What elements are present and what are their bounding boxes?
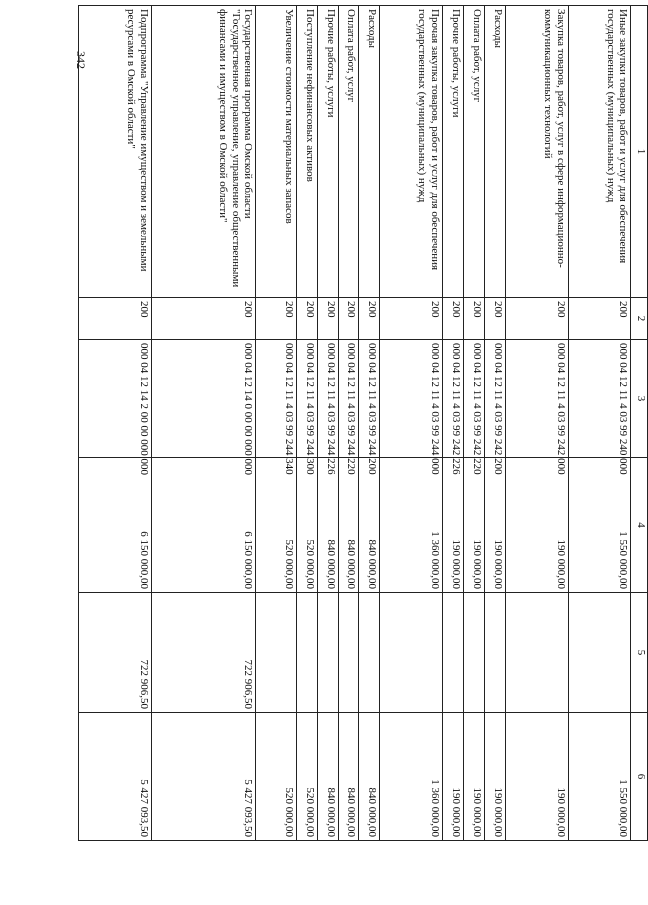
table-row (505, 6, 568, 841)
row-col4: 6 150 000,00 (151, 458, 256, 593)
row-col6: 840 000,00 (359, 713, 380, 841)
row-col2: 200 (380, 298, 443, 340)
row-col5 (505, 593, 568, 713)
row-code: 000 04 12 11 4 03 99 242 200 (484, 340, 505, 458)
row-name: Подпрограмма "Управление имуществом и земельными ресурсами в Омской области" (79, 6, 152, 298)
row-col6: 1 360 000,00 (380, 713, 443, 841)
row-code: 000 04 12 14 0 00 00 000 000 (151, 340, 256, 458)
row-code: 000 04 12 11 4 03 99 242 220 (463, 340, 484, 458)
row-col6: 190 000,00 (463, 713, 484, 841)
row-col5 (568, 593, 631, 713)
table-row (463, 6, 484, 841)
row-col5 (484, 593, 505, 713)
row-col5 (463, 593, 484, 713)
row-name: Закупка товаров, работ, услуг в сфере информационно-коммуникационных технологий (505, 6, 568, 298)
row-code: 000 04 12 11 4 03 99 242 226 (443, 340, 464, 458)
row-code: 000 04 12 11 4 03 99 244 220 (338, 340, 359, 458)
row-name: Оплата работ, услуг (463, 6, 484, 298)
row-code: 000 04 12 11 4 03 99 240 000 (568, 340, 631, 458)
row-col4: 520 000,00 (256, 458, 297, 593)
table-row (317, 6, 338, 841)
row-name: Расходы (359, 6, 380, 298)
row-code: 000 04 12 11 4 03 99 244 200 (359, 340, 380, 458)
table-row (79, 6, 152, 841)
table-row (296, 6, 317, 841)
row-col5 (317, 593, 338, 713)
row-col2: 200 (443, 298, 464, 340)
row-name: Прочие работы, услуги (317, 6, 338, 298)
row-col2: 200 (568, 298, 631, 340)
row-col6: 1 550 000,00 (568, 713, 631, 841)
row-col5 (338, 593, 359, 713)
row-code: 000 04 12 11 4 03 99 244 340 (256, 340, 297, 458)
table-row (568, 6, 631, 841)
table-row (380, 6, 443, 841)
row-col4: 1 360 000,00 (380, 458, 443, 593)
table-row (484, 6, 505, 841)
header-cell: 6 (631, 713, 648, 841)
header-cell: 4 (631, 458, 648, 593)
row-code: 000 04 12 11 4 03 99 244 300 (296, 340, 317, 458)
row-col6: 5 427 093,50 (151, 713, 256, 841)
row-name: Прочая закупка товаров, работ и услуг для обеспечения государственных (муниципальных) нужд (380, 6, 443, 298)
row-col4: 190 000,00 (463, 458, 484, 593)
row-col6: 190 000,00 (484, 713, 505, 841)
rotated-table-frame (78, 5, 648, 840)
header-cell: 3 (631, 340, 648, 458)
row-name: Поступление нефинансовых активов (296, 6, 317, 298)
row-col5 (380, 593, 443, 713)
row-col2: 200 (338, 298, 359, 340)
row-col6: 190 000,00 (505, 713, 568, 841)
row-col4: 520 000,00 (296, 458, 317, 593)
row-col6: 5 427 093,50 (79, 713, 152, 841)
row-col4: 190 000,00 (484, 458, 505, 593)
row-col2: 200 (484, 298, 505, 340)
table-row (359, 6, 380, 841)
row-col4: 190 000,00 (505, 458, 568, 593)
row-col2: 200 (317, 298, 338, 340)
row-col2: 200 (463, 298, 484, 340)
row-name: Увеличение стоимости материальных запасов (256, 6, 297, 298)
row-col2: 200 (79, 298, 152, 340)
row-code: 000 04 12 11 4 03 99 244 226 (317, 340, 338, 458)
row-col5 (296, 593, 317, 713)
page-number: 342 (74, 51, 88, 69)
row-col6: 840 000,00 (317, 713, 338, 841)
row-col5 (359, 593, 380, 713)
row-code: 000 04 12 11 4 03 99 244 000 (380, 340, 443, 458)
row-name: Оплата работ, услуг (338, 6, 359, 298)
row-name: Расходы (484, 6, 505, 298)
row-col5: 722 906,50 (151, 593, 256, 713)
header-row (631, 6, 648, 841)
row-code: 000 04 12 11 4 03 99 242 000 (505, 340, 568, 458)
row-col2: 200 (151, 298, 256, 340)
table-row (151, 6, 256, 841)
row-col6: 520 000,00 (296, 713, 317, 841)
row-col5 (256, 593, 297, 713)
header-cell: 1 (631, 6, 648, 298)
table-row (338, 6, 359, 841)
row-col6: 190 000,00 (443, 713, 464, 841)
row-col5 (443, 593, 464, 713)
table-row (256, 6, 297, 841)
row-col4: 190 000,00 (443, 458, 464, 593)
row-col4: 1 550 000,00 (568, 458, 631, 593)
table-row (443, 6, 464, 841)
row-col2: 200 (296, 298, 317, 340)
row-name: Прочие работы, услуги (443, 6, 464, 298)
row-col4: 840 000,00 (359, 458, 380, 593)
row-col4: 6 150 000,00 (79, 458, 152, 593)
row-col6: 840 000,00 (338, 713, 359, 841)
row-col2: 200 (256, 298, 297, 340)
row-col6: 520 000,00 (256, 713, 297, 841)
row-col2: 200 (505, 298, 568, 340)
row-code: 000 04 12 14 2 00 00 000 000 (79, 340, 152, 458)
row-col4: 840 000,00 (338, 458, 359, 593)
row-col2: 200 (359, 298, 380, 340)
row-col5: 722 906,50 (79, 593, 152, 713)
row-name: Государственная программа Омской области "Государственное управление, управление общественными финансами и имуществом в Омской области" (151, 6, 256, 298)
row-col4: 840 000,00 (317, 458, 338, 593)
header-cell: 5 (631, 593, 648, 713)
header-cell: 2 (631, 298, 648, 340)
row-name: Иные закупки товаров, работ и услуг для обеспечения государственных (муниципальных) нужд (568, 6, 631, 298)
budget-table (78, 5, 648, 841)
